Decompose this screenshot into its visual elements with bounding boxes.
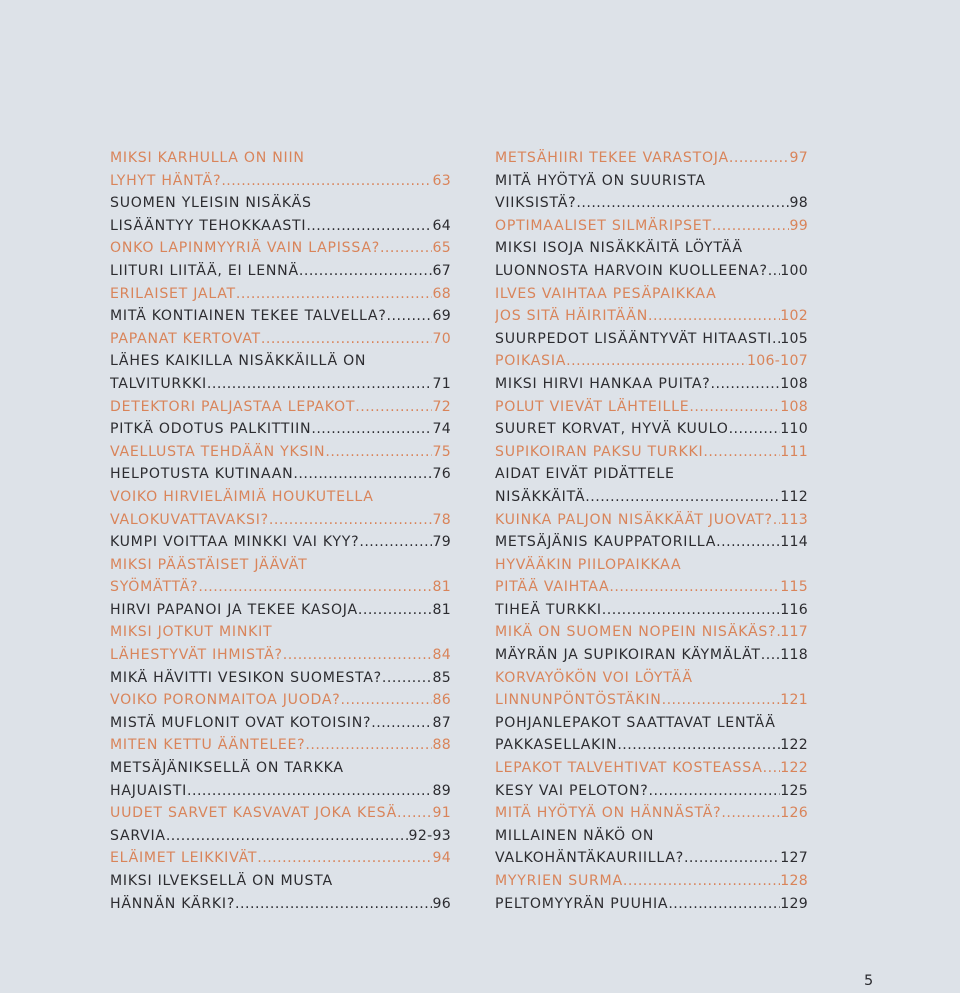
toc-entry-page: 88: [432, 737, 451, 754]
dot-leader: [269, 509, 433, 532]
toc-entry-page: 102: [780, 308, 808, 325]
toc-entry-page: 108: [780, 375, 808, 392]
toc-entry: [110, 328, 451, 351]
toc-entry-title: MITÄ KONTIAINEN TEKEE TALVELLA?: [110, 308, 387, 325]
dot-leader: [623, 870, 780, 893]
dot-leader: [761, 644, 780, 667]
dot-leader: [387, 305, 433, 328]
toc-entry-title: ILVES VAIHTAA PESÄPAIKKAA: [495, 285, 717, 302]
toc-entry: [495, 170, 808, 193]
toc-entry-page: 68: [432, 285, 451, 302]
toc-entry: [110, 599, 451, 622]
toc-entry-page: 79: [432, 534, 451, 551]
toc-entry-page: 126: [780, 805, 808, 822]
dot-leader: [380, 237, 433, 260]
toc-entry-page: 99: [789, 217, 808, 234]
toc-entry-title: VIIKSISTÄ?: [495, 195, 577, 212]
toc-entry: [495, 825, 808, 848]
toc-entry: [110, 396, 451, 419]
toc-entry-title: MIKÄ HÄVITTI VESIKON SUOMESTA?: [110, 669, 382, 686]
toc-entry: [110, 260, 451, 283]
toc-entry-page: 98: [789, 195, 808, 212]
toc-entry: [495, 644, 808, 667]
toc-entry-title: MITÄ HYÖTYÄ ON HÄNNÄSTÄ?: [495, 805, 722, 822]
dot-leader: [768, 260, 780, 283]
toc-entry-title: MITÄ HYÖTYÄ ON SUURISTA: [495, 172, 706, 189]
toc-entry-title: MIKSI JOTKUT MINKIT: [110, 624, 273, 641]
toc-entry: [110, 441, 451, 464]
dot-leader: [311, 418, 432, 441]
dot-leader: [283, 644, 433, 667]
toc-entry-title: ELÄIMET LEIKKIVÄT: [110, 850, 258, 867]
toc-entry-title: HAJUAISTI: [110, 782, 187, 799]
toc-entry-title: PELTOMYYRÄN PUUHIA: [495, 895, 669, 912]
toc-entry-title: VOIKO HIRVIELÄIMIÄ HOUKUTELLA: [110, 488, 374, 505]
toc-entry-title: MIKSI HIRVI HANKAA PUITA?: [495, 375, 711, 392]
toc-entry: [495, 463, 808, 486]
toc-entry: [110, 170, 451, 193]
toc-entry-page: 94: [432, 850, 451, 867]
toc-entry: [495, 418, 808, 441]
toc-entry: [110, 621, 451, 644]
toc-entry-title: SUOMEN YLEISIN NISÄKÄS: [110, 195, 312, 212]
dot-leader: [257, 847, 432, 870]
toc-entry-title: UUDET SARVET KASVAVAT JOKA KESÄ: [110, 805, 398, 822]
dot-leader: [617, 734, 780, 757]
dot-leader: [299, 260, 433, 283]
toc-entry-page: 65: [432, 240, 451, 257]
toc-entry-page: 78: [432, 511, 451, 528]
dot-leader: [602, 599, 780, 622]
dot-leader: [648, 305, 780, 328]
dot-leader: [763, 757, 781, 780]
toc-entry-title: POHJANLEPAKOT SAATTAVAT LENTÄÄ: [495, 714, 776, 731]
toc-entry: [110, 576, 451, 599]
toc-left-column: [110, 147, 451, 915]
dot-leader: [235, 893, 432, 916]
toc-entry-page: 81: [432, 579, 451, 596]
toc-entry-title: SYÖMÄTTÄ?: [110, 579, 199, 596]
toc-entry-title: DETEKTORI PALJASTAA LEPAKOT: [110, 398, 356, 415]
toc-entry-page: 115: [780, 579, 808, 596]
toc-entry: [110, 215, 451, 238]
toc-entry-page: 87: [432, 714, 451, 731]
toc-entry: [495, 757, 808, 780]
toc-entry: [495, 712, 808, 735]
toc-entry-title: HÄNNÄN KÄRKI?: [110, 895, 236, 912]
toc-entry-page: 63: [432, 172, 451, 189]
toc-entry: [495, 396, 808, 419]
dot-leader: [236, 283, 433, 306]
toc-entry-page: 105: [780, 330, 808, 347]
toc-entry-page: 112: [780, 488, 808, 505]
toc-entry-page: 106-107: [747, 353, 808, 370]
toc-entry: [110, 463, 451, 486]
toc-entry-page: 110: [780, 421, 808, 438]
toc-entry-title: OPTIMAALISET SILMÄRIPSET: [495, 217, 712, 234]
dot-leader: [773, 509, 780, 532]
toc-entry: [110, 192, 451, 215]
toc-entry: [110, 712, 451, 735]
dot-leader: [566, 350, 747, 373]
toc-entry-title: VALOKUVATTAVAKSI?: [110, 511, 269, 528]
toc-entry: [495, 531, 808, 554]
dot-leader: [729, 418, 781, 441]
toc-entry-title: POLUT VIEVÄT LÄHTEILLE: [495, 398, 690, 415]
toc-entry-title: KESY VAI PELOTON?: [495, 782, 649, 799]
toc-entry: [495, 621, 808, 644]
dot-leader: [355, 396, 432, 419]
dot-leader: [772, 328, 780, 351]
toc-entry-page: 118: [780, 647, 808, 664]
toc-entry-title: MIKSI PÄÄSTÄISET JÄÄVÄT: [110, 556, 308, 573]
toc-entry: [110, 825, 451, 848]
toc-entry-title: HIRVI PAPANOI JA TEKEE KASOJA: [110, 601, 358, 618]
toc-entry: [110, 644, 451, 667]
toc-entry-title: JOS SITÄ HÄIRITÄÄN: [495, 308, 648, 325]
dot-leader: [306, 215, 432, 238]
toc-entry-title: MYYRIEN SURMA: [495, 873, 623, 889]
toc-entry-title: MÄYRÄN JA SUPIKOIRAN KÄYMÄLÄT: [495, 647, 761, 664]
toc-entry: [495, 870, 808, 893]
toc-entry: [495, 509, 808, 532]
toc-entry-page: 113: [780, 511, 808, 528]
toc-entry-title: VAELLUSTA TEHDÄÄN YKSIN: [110, 443, 326, 460]
toc-entry-title: SUURPEDOT LISÄÄNTYVÄT HITAASTI: [495, 330, 772, 347]
toc-entry: [495, 373, 808, 396]
toc-entry: [110, 780, 451, 803]
dot-leader: [576, 192, 789, 215]
toc-entry: [110, 305, 451, 328]
toc-entry: [495, 576, 808, 599]
toc-entry-title: AIDAT EIVÄT PIDÄTTELE: [495, 466, 675, 483]
toc-entry: [110, 757, 451, 780]
toc-entry-title: SUPIKOIRAN PAKSU TURKKI: [495, 443, 704, 460]
toc-entry: [495, 147, 808, 170]
toc-entry-title: KUINKA PALJON NISÄKKÄÄT JUOVAT?: [495, 511, 773, 528]
toc-entry-title: ERILAISET JALAT: [110, 285, 236, 302]
toc-entry-title: MISTÄ MUFLONIT OVAT KOTOISIN?: [110, 714, 372, 731]
toc-entry-title: MIKSI KARHULLA ON NIIN: [110, 150, 305, 166]
toc-entry: [495, 283, 808, 306]
toc-entry-page: 75: [432, 443, 451, 460]
toc-entry: [110, 734, 451, 757]
toc-entry: [495, 486, 808, 509]
toc-entry: [495, 350, 808, 373]
toc-entry: [495, 667, 808, 690]
toc-entry-page: 122: [780, 737, 808, 754]
dot-leader: [371, 712, 432, 735]
toc-entry: [495, 802, 808, 825]
toc-entry-title: LYHYT HÄNTÄ?: [110, 172, 222, 189]
toc-entry-title: NISÄKKÄITÄ: [495, 488, 586, 505]
dot-leader: [721, 802, 780, 825]
toc-entry: [110, 689, 451, 712]
toc-entry-title: VALKOHÄNTÄKAURIILLA?: [495, 850, 684, 867]
toc-entry: [495, 893, 808, 916]
dot-leader: [585, 486, 780, 509]
toc-entry-page: 129: [780, 895, 808, 912]
toc-entry-title: ONKO LAPINMYYRIÄ VAIN LAPISSA?: [110, 240, 380, 257]
toc-entry-title: METSÄJÄNIKSELLÄ ON TARKKA: [110, 760, 344, 777]
toc-right-column: [495, 147, 808, 915]
toc-entry-title: PAPANAT KERTOVAT: [110, 330, 261, 347]
toc-entry-title: KUMPI VOITTAA MINKKI VAI KYY?: [110, 534, 360, 551]
dot-leader: [649, 780, 781, 803]
toc-entry-title: TALVITURKKI: [110, 375, 207, 392]
toc-entry-page: 71: [432, 375, 451, 392]
dot-leader: [293, 463, 432, 486]
toc-entry-page: 108: [780, 398, 808, 415]
toc-entry-page: 70: [432, 330, 451, 347]
toc-entry: [495, 734, 808, 757]
toc-entry: [495, 780, 808, 803]
dot-leader: [716, 531, 780, 554]
toc-entry: [110, 147, 451, 170]
toc-entry-title: SUURET KORVAT, HYVÄ KUULO: [495, 421, 729, 438]
toc-entry: [110, 283, 451, 306]
toc-entry-page: 111: [780, 443, 808, 460]
toc-entry-page: 92-93: [408, 827, 451, 844]
toc-entry-page: 84: [432, 647, 451, 664]
dot-leader: [397, 802, 432, 825]
dot-leader: [712, 215, 790, 238]
toc-entry-title: LÄHES KAIKILLA NISÄKKÄILLÄ ON: [110, 353, 367, 370]
toc-entry-page: 114: [780, 534, 808, 551]
toc-entry: [110, 486, 451, 509]
dot-leader: [221, 170, 432, 193]
toc-entry-page: 69: [432, 308, 451, 325]
toc-entry-page: 76: [432, 466, 451, 483]
toc-entry-page: 128: [780, 873, 808, 889]
toc-entry-title: PITÄÄ VAIHTAA: [495, 579, 610, 596]
toc-entry-page: 100: [780, 262, 808, 279]
toc-entry-title: POIKASIA: [495, 353, 567, 370]
toc-entry: [110, 350, 451, 373]
dot-leader: [689, 396, 780, 419]
toc-entry-title: PAKKASELLAKIN: [495, 737, 618, 754]
toc-entry-title: LIITURI LIITÄÄ, EI LENNÄ: [110, 262, 299, 279]
dot-leader: [710, 373, 780, 396]
toc-entry-page: 64: [432, 217, 451, 234]
toc-entry-title: MITEN KETTU ÄÄNTELEE?: [110, 737, 306, 754]
dot-leader: [382, 667, 433, 690]
toc-entry-page: 91: [432, 805, 451, 822]
toc-entry: [110, 802, 451, 825]
toc-entry: [110, 893, 451, 916]
toc-entry-page: 125: [780, 782, 808, 799]
dot-leader: [662, 689, 781, 712]
toc-entry: [110, 667, 451, 690]
toc-entry-page: 121: [780, 692, 808, 709]
toc-entry-title: METSÄJÄNIS KAUPPATORILLA: [495, 534, 717, 551]
toc-entry: [495, 689, 808, 712]
toc-entry: [110, 418, 451, 441]
dot-leader: [166, 825, 409, 848]
toc-entry: [110, 847, 451, 870]
toc-entry-page: 72: [432, 398, 451, 415]
toc-entry: [110, 870, 451, 893]
toc-entry-page: 89: [432, 782, 451, 799]
toc-entry-page: 96: [432, 895, 451, 912]
toc-entry-title: HYVÄÄKIN PIILOPAIKKAA: [495, 556, 682, 573]
page-number: 5: [864, 973, 874, 989]
toc-entry-page: 81: [432, 601, 451, 618]
toc-entry-title: METSÄHIIRI TEKEE VARASTOJA: [495, 150, 729, 166]
dot-leader: [668, 893, 780, 916]
toc-entry-page: 85: [432, 669, 451, 686]
toc-entry-page: 127: [780, 850, 808, 867]
dot-leader: [325, 441, 432, 464]
toc-entry-title: LISÄÄNTYY TEHOKKAASTI: [110, 217, 307, 234]
toc-entry: [495, 305, 808, 328]
toc-entry-title: PITKÄ ODOTUS PALKITTIIN: [110, 421, 312, 438]
dot-leader: [261, 328, 433, 351]
toc-entry: [110, 531, 451, 554]
toc-entry-title: VOIKO PORONMAITOA JUODA?: [110, 692, 341, 709]
dot-leader: [198, 576, 432, 599]
toc-entry: [495, 237, 808, 260]
toc-entry: [495, 599, 808, 622]
dot-leader: [341, 689, 433, 712]
toc-entry-title: LUONNOSTA HARVOIN KUOLLEENA?: [495, 262, 768, 279]
dot-leader: [207, 373, 433, 396]
toc-entry: [495, 328, 808, 351]
toc-entry-page: 67: [432, 262, 451, 279]
toc-entry: [110, 554, 451, 577]
toc-entry-title: MIKSI ISOJA NISÄKKÄITÄ LÖYTÄÄ: [495, 240, 743, 257]
toc-entry: [495, 441, 808, 464]
toc-entry-title: LEPAKOT TALVEHTIVAT KOSTEASSA: [495, 760, 763, 777]
toc-entry: [495, 260, 808, 283]
dot-leader: [359, 531, 432, 554]
toc-entry-page: 86: [432, 692, 451, 709]
toc-entry-title: LINNUNPÖNTÖSTÄKIN: [495, 692, 662, 709]
toc-entry-page: 122: [780, 760, 808, 777]
dot-leader: [187, 780, 432, 803]
toc-entry-title: MIKÄ ON SUOMEN NOPEIN NISÄKÄS?: [495, 624, 777, 641]
toc-entry: [110, 373, 451, 396]
toc-entry: [110, 509, 451, 532]
toc-entry: [495, 192, 808, 215]
toc-entry: [110, 237, 451, 260]
dot-leader: [609, 576, 780, 599]
dot-leader: [358, 599, 433, 622]
dot-leader: [729, 147, 790, 170]
toc-entry-title: MILLAINEN NÄKÖ ON: [495, 827, 655, 844]
toc-entry-title: LÄHESTYVÄT IHMISTÄ?: [110, 647, 283, 664]
dot-leader: [703, 441, 780, 464]
dot-leader: [305, 734, 432, 757]
toc-entry-title: SARVIA: [110, 827, 166, 844]
toc-entry-title: KORVAYÖKÖN VOI LÖYTÄÄ: [495, 669, 693, 686]
toc-entry: [495, 215, 808, 238]
toc-entry-page: 97: [789, 150, 808, 166]
toc-entry: [495, 847, 808, 870]
toc-entry-page: 117: [780, 624, 808, 641]
toc-entry-page: 116: [780, 601, 808, 618]
toc-entry: [495, 554, 808, 577]
toc-entry-title: MIKSI ILVEKSELLÄ ON MUSTA: [110, 873, 333, 889]
toc-entry-title: HELPOTUSTA KUTINAAN: [110, 466, 294, 483]
toc-entry-page: 74: [432, 421, 451, 438]
toc-entry-title: TIHEÄ TURKKI: [495, 601, 602, 618]
dot-leader: [684, 847, 780, 870]
